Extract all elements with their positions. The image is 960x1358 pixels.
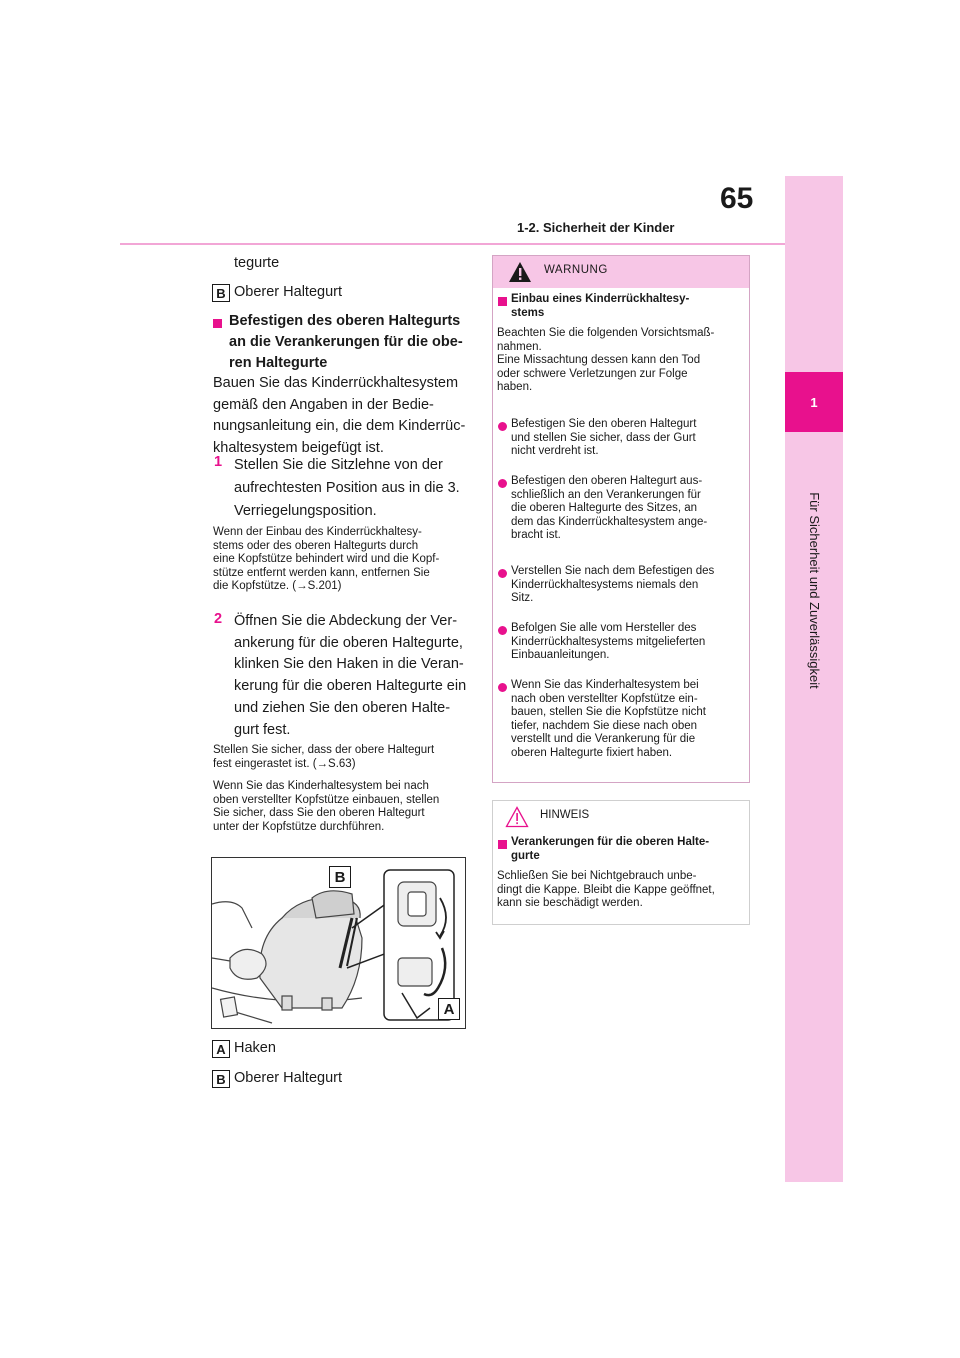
legend-a-text: Haken	[234, 1040, 276, 1056]
warning-item-4: Befolgen Sie alle vom Hersteller des Kinderrückhaltesystems mitgelieferten Einbauanleitungen.	[511, 622, 706, 662]
step-1-text: Stellen Sie die Sitzlehne von der aufrechtesten Position aus in die 3. Verriegelungsposition.	[234, 457, 460, 519]
figure-label-a: A	[438, 998, 460, 1020]
step-2-text: Öffnen Sie die Abdeckung der Ver- ankerung für die oberen Haltegurte, klinken Sie den Haken in die Veran- kerung für die oberen Haltegurte ein und ziehen Sie den oberen Halte- gurt fest.	[234, 613, 467, 738]
hint-heading: Verankerungen für die oberen Halte- gurte	[511, 836, 710, 862]
label-b-box: B	[212, 284, 230, 302]
hint-heading-bullet	[498, 840, 507, 849]
header-rule	[120, 243, 785, 245]
warning-intro: Beachten Sie die folgenden Vorsichtsmaß- nahmen. Eine Missachtung dessen kann den Tod oder schwere Verletzungen zur Folge haben.	[497, 327, 715, 394]
continued-text: tegurte	[234, 255, 280, 271]
warning-item-3: Verstellen Sie nach dem Befestigen des Kinderrückhaltesystems niemals den Sitz.	[511, 565, 715, 605]
warning-heading-bullet	[498, 297, 507, 306]
warning-item-1-bullet	[498, 422, 507, 431]
warning-item-5: Wenn Sie das Kinderhaltesystem bei nach oben verstellter Kopfstütze ein- bauen, stellen Sie die Kopfstütze nicht tiefer, nachdem Sie diese nach oben verstellt und die Verankerung für die oberen Haltegurte fixiert haben.	[511, 679, 706, 759]
note-2b: Wenn Sie das Kinderhaltesystem bei nach oben verstellter Kopfstütze einbauen, stellen Sie sicher, dass Sie den oberen Haltegurt unter der Kopfstütze durchführen.	[213, 780, 440, 833]
heading-bullet	[213, 319, 222, 328]
warning-item-2: Befestigen den oberen Haltegurt aus- schließlich an den Verankerungen für die oberen Haltegurte des Sitzes, an dem das Kinderrückhaltesystem ange- bracht ist.	[511, 475, 708, 542]
chapter-title-text: Für Sicherheit und Zuverlässigkeit	[806, 491, 822, 689]
note-2a: Stellen Sie sicher, dass der obere Haltegurt fest eingerastet ist. (→S.63)	[213, 744, 435, 770]
legend-b-box: B	[212, 1070, 230, 1088]
step-2-number: 2	[214, 611, 223, 627]
warning-item-2-bullet	[498, 479, 507, 488]
warning-item-3-bullet	[498, 569, 507, 578]
warning-triangle-icon	[508, 261, 532, 283]
warning-item-5-bullet	[498, 683, 507, 692]
note-1: Wenn der Einbau des Kinderrückhaltesy- stems oder des oberen Haltegurts durch eine Kopfstütze behindert wird und die Kopf- stütze entfernt werden kann, entfernen Sie die Kopfstütze. (→S.201)	[213, 526, 440, 593]
hint-body: Schließen Sie bei Nichtgebrauch unbe- dingt die Kappe. Bleibt die Kappe geöffnet, kann sie beschädigt werden.	[497, 870, 715, 910]
warning-item-1: Befestigen Sie den oberen Haltegurt und stellen Sie sicher, dass der Gurt nicht verdreht ist.	[511, 418, 697, 458]
chapter-title-vertical	[785, 440, 843, 740]
hint-triangle-icon	[505, 806, 529, 828]
legend-b-text: Oberer Haltegurt	[234, 1070, 342, 1086]
step-1-number: 1	[214, 454, 223, 470]
hint-title: HINWEIS	[540, 809, 590, 821]
warning-heading: Einbau eines Kinderrückhaltesy- stems	[511, 293, 690, 319]
section-title: 1-2. Sicherheit der Kinder	[517, 220, 675, 235]
figure-label-b: B	[329, 866, 351, 888]
warning-title: WARNUNG	[544, 264, 608, 276]
child-seat-illustration	[211, 857, 466, 1029]
label-b-text: Oberer Haltegurt	[234, 284, 342, 300]
legend-a-box: A	[212, 1040, 230, 1058]
chapter-tab[interactable]: 1	[785, 372, 843, 432]
intro-paragraph: Bauen Sie das Kinderrückhaltesystem gemäß den Angaben in der Bedie- nungsanleitung ein, die dem Kinderrüc- khaltesystem beigefügt ist.	[213, 375, 466, 456]
page-number: 65	[720, 182, 754, 215]
section-heading: Befestigen des oberen Haltegurts an die Verankerungen für die obe- ren Haltegurte	[229, 313, 463, 371]
warning-item-4-bullet	[498, 626, 507, 635]
